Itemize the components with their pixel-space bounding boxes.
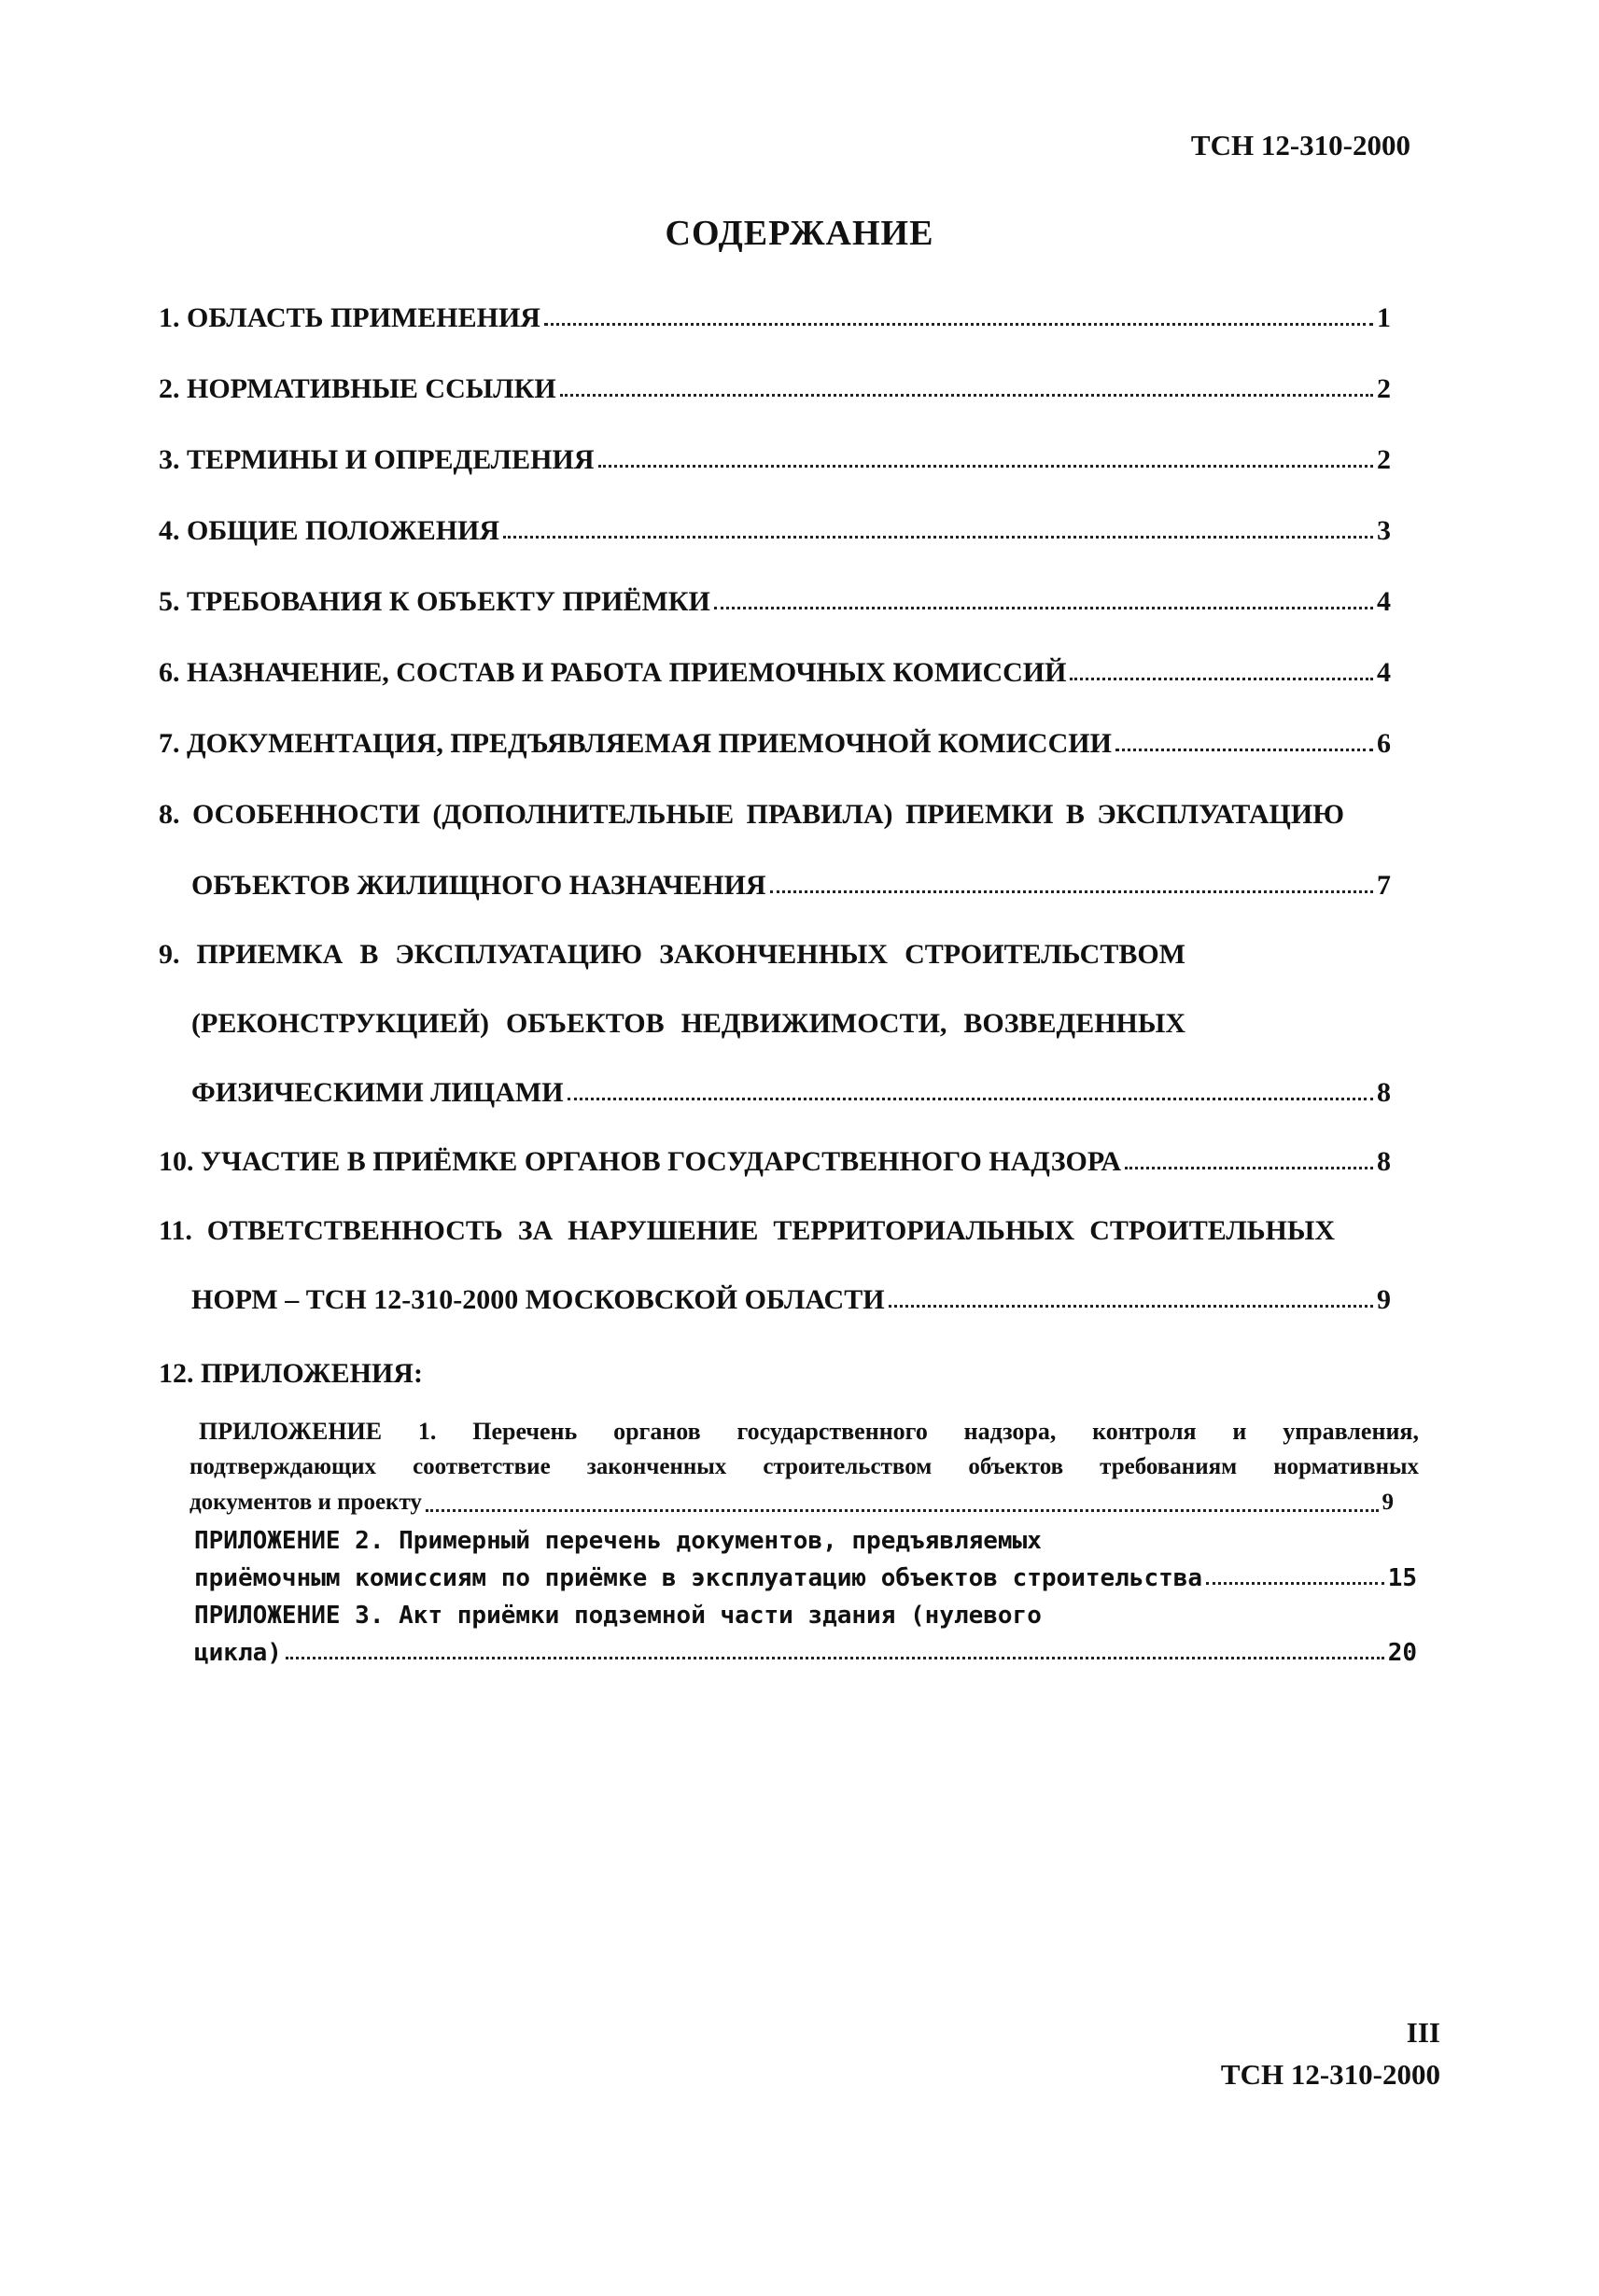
toc-entry-10[interactable] xyxy=(159,1146,1391,1178)
toc-entry-9-line3[interactable] xyxy=(191,1077,1391,1109)
toc-entry-12[interactable]: 12. ПРИЛОЖЕНИЯ: xyxy=(159,1358,423,1389)
appendix-text: цикла) xyxy=(194,1639,282,1667)
toc-entry-5[interactable] xyxy=(159,586,1391,618)
appendix-page: 20 xyxy=(1387,1639,1417,1667)
appendix-1[interactable] xyxy=(189,1414,1419,1520)
leader-dots xyxy=(1070,678,1373,680)
leader-dots xyxy=(770,890,1373,893)
toc-entry-page: 3 xyxy=(1377,515,1391,546)
appendix-2-line2[interactable] xyxy=(194,1564,1417,1592)
header-document-code: ТСН 12-310-2000 xyxy=(1190,129,1410,161)
toc-entry-text: 6. НАЗНАЧЕНИЕ, СОСТАВ И РАБОТА ПРИЕМОЧНЫХ КОМИССИЙ xyxy=(159,657,1067,688)
toc-entry-1[interactable] xyxy=(159,302,1391,334)
toc-entry-page: 9 xyxy=(1377,1284,1391,1315)
appendix-page: 15 xyxy=(1387,1564,1417,1592)
leader-dots xyxy=(598,465,1373,468)
toc-entry-text: 11. ОТВЕТСТВЕННОСТЬ ЗА НАРУШЕНИЕ ТЕРРИТОРИАЛЬНЫХ СТРОИТЕЛЬНЫХ xyxy=(159,1215,1335,1246)
toc-entry-11-line1[interactable] xyxy=(159,1215,1335,1247)
leader-dots xyxy=(1115,749,1373,751)
toc-entry-page: 2 xyxy=(1377,373,1391,404)
toc-entry-8-line2[interactable] xyxy=(191,870,1391,902)
appendix-text: документов и проекту xyxy=(189,1490,422,1515)
toc-entry-page: 1 xyxy=(1377,302,1391,333)
toc-entry-page: 8 xyxy=(1377,1146,1391,1177)
appendix-3-line2[interactable] xyxy=(194,1639,1417,1667)
leader-dots xyxy=(1206,1582,1384,1585)
toc-entry-text: ОБЪЕКТОВ ЖИЛИЩНОГО НАЗНАЧЕНИЯ xyxy=(191,870,766,901)
footer-document-code: ТСН 12-310-2000 xyxy=(1220,2058,1440,2091)
leader-dots xyxy=(286,1657,1384,1659)
leader-dots xyxy=(1125,1167,1373,1169)
toc-entry-text: 9. ПРИЕМКА В ЭКСПЛУАТАЦИЮ ЗАКОНЧЕННЫХ СТРОИТЕЛЬСТВОМ xyxy=(159,939,1185,970)
toc-entry-text: (РЕКОНСТРУКЦИЕЙ) ОБЪЕКТОВ НЕДВИЖИМОСТИ, ВОЗВЕДЕННЫХ xyxy=(191,1008,1185,1039)
toc-entry-3[interactable] xyxy=(159,444,1391,476)
appendix-3-line1[interactable]: ПРИЛОЖЕНИЕ 3. Акт приёмки подземной части здания (нулевого xyxy=(194,1602,1042,1630)
leader-dots xyxy=(568,1098,1373,1100)
appendix-1-line1: ПРИЛОЖЕНИЕ 1. Перечень органов государственного надзора, контроля и управления, xyxy=(199,1418,1419,1445)
leader-dots xyxy=(560,394,1373,397)
appendix-2-line1[interactable]: ПРИЛОЖЕНИЕ 2. Примерный перечень документов, предъявляемых xyxy=(194,1527,1042,1555)
toc-entry-text: 1. ОБЛАСТЬ ПРИМЕНЕНИЯ xyxy=(159,302,540,333)
leader-dots xyxy=(503,536,1373,539)
appendix-1-line3 xyxy=(189,1485,1394,1520)
toc-entry-text: 4. ОБЩИЕ ПОЛОЖЕНИЯ xyxy=(159,515,500,546)
footer-page-number: III xyxy=(1406,2016,1440,2049)
toc-entry-text: 10. УЧАСТИЕ В ПРИЁМКЕ ОРГАНОВ ГОСУДАРСТВЕННОГО НАДЗОРА xyxy=(159,1146,1122,1177)
toc-entry-text: 5. ТРЕБОВАНИЯ К ОБЪЕКТУ ПРИЁМКИ xyxy=(159,586,710,617)
toc-entry-page: 4 xyxy=(1377,586,1391,617)
toc-title: СОДЕРЖАНИЕ xyxy=(665,214,934,253)
toc-entry-text: 7. ДОКУМЕНТАЦИЯ, ПРЕДЪЯВЛЯЕМАЯ ПРИЕМОЧНОЙ КОМИССИИ xyxy=(159,728,1112,759)
toc-entry-2[interactable] xyxy=(159,373,1391,405)
appendix-page: 9 xyxy=(1382,1490,1394,1515)
leader-dots xyxy=(714,607,1373,609)
toc-entry-6[interactable] xyxy=(159,657,1391,689)
toc-entry-7[interactable] xyxy=(159,728,1391,760)
toc-entry-text: 8. ОСОБЕННОСТИ (ДОПОЛНИТЕЛЬНЫЕ ПРАВИЛА) ПРИЕМКИ В ЭКСПЛУАТАЦИЮ xyxy=(159,799,1344,830)
toc-entry-text: НОРМ – ТСН 12-310-2000 МОСКОВСКОЙ ОБЛАСТИ xyxy=(191,1284,885,1315)
toc-entry-9-line2[interactable] xyxy=(191,1008,1185,1040)
toc-entry-page: 7 xyxy=(1377,870,1391,901)
leader-dots xyxy=(889,1305,1373,1308)
toc-entry-4[interactable] xyxy=(159,515,1391,547)
toc-entry-page: 4 xyxy=(1377,657,1391,688)
appendix-text: приёмочным комиссиям по приёмке в эксплуатацию объектов строительства xyxy=(194,1564,1203,1592)
toc-entry-text: 3. ТЕРМИНЫ И ОПРЕДЕЛЕНИЯ xyxy=(159,444,595,475)
toc-entry-page: 2 xyxy=(1377,444,1391,475)
toc-entry-page: 8 xyxy=(1377,1077,1391,1108)
toc-entry-text: 2. НОРМАТИВНЫЕ ССЫЛКИ xyxy=(159,373,556,404)
appendix-1-line2: подтверждающих соответствие законченных строительством объектов требованиям нормативных xyxy=(189,1454,1419,1479)
toc-entry-page: 6 xyxy=(1377,728,1391,759)
toc-entry-8-line1[interactable] xyxy=(159,799,1344,831)
toc-entry-11-line2[interactable] xyxy=(191,1284,1391,1316)
leader-dots xyxy=(426,1509,1379,1512)
toc-entry-9-line1[interactable] xyxy=(159,939,1185,971)
toc-entry-text: ФИЗИЧЕСКИМИ ЛИЦАМИ xyxy=(191,1077,564,1108)
leader-dots xyxy=(544,323,1373,326)
